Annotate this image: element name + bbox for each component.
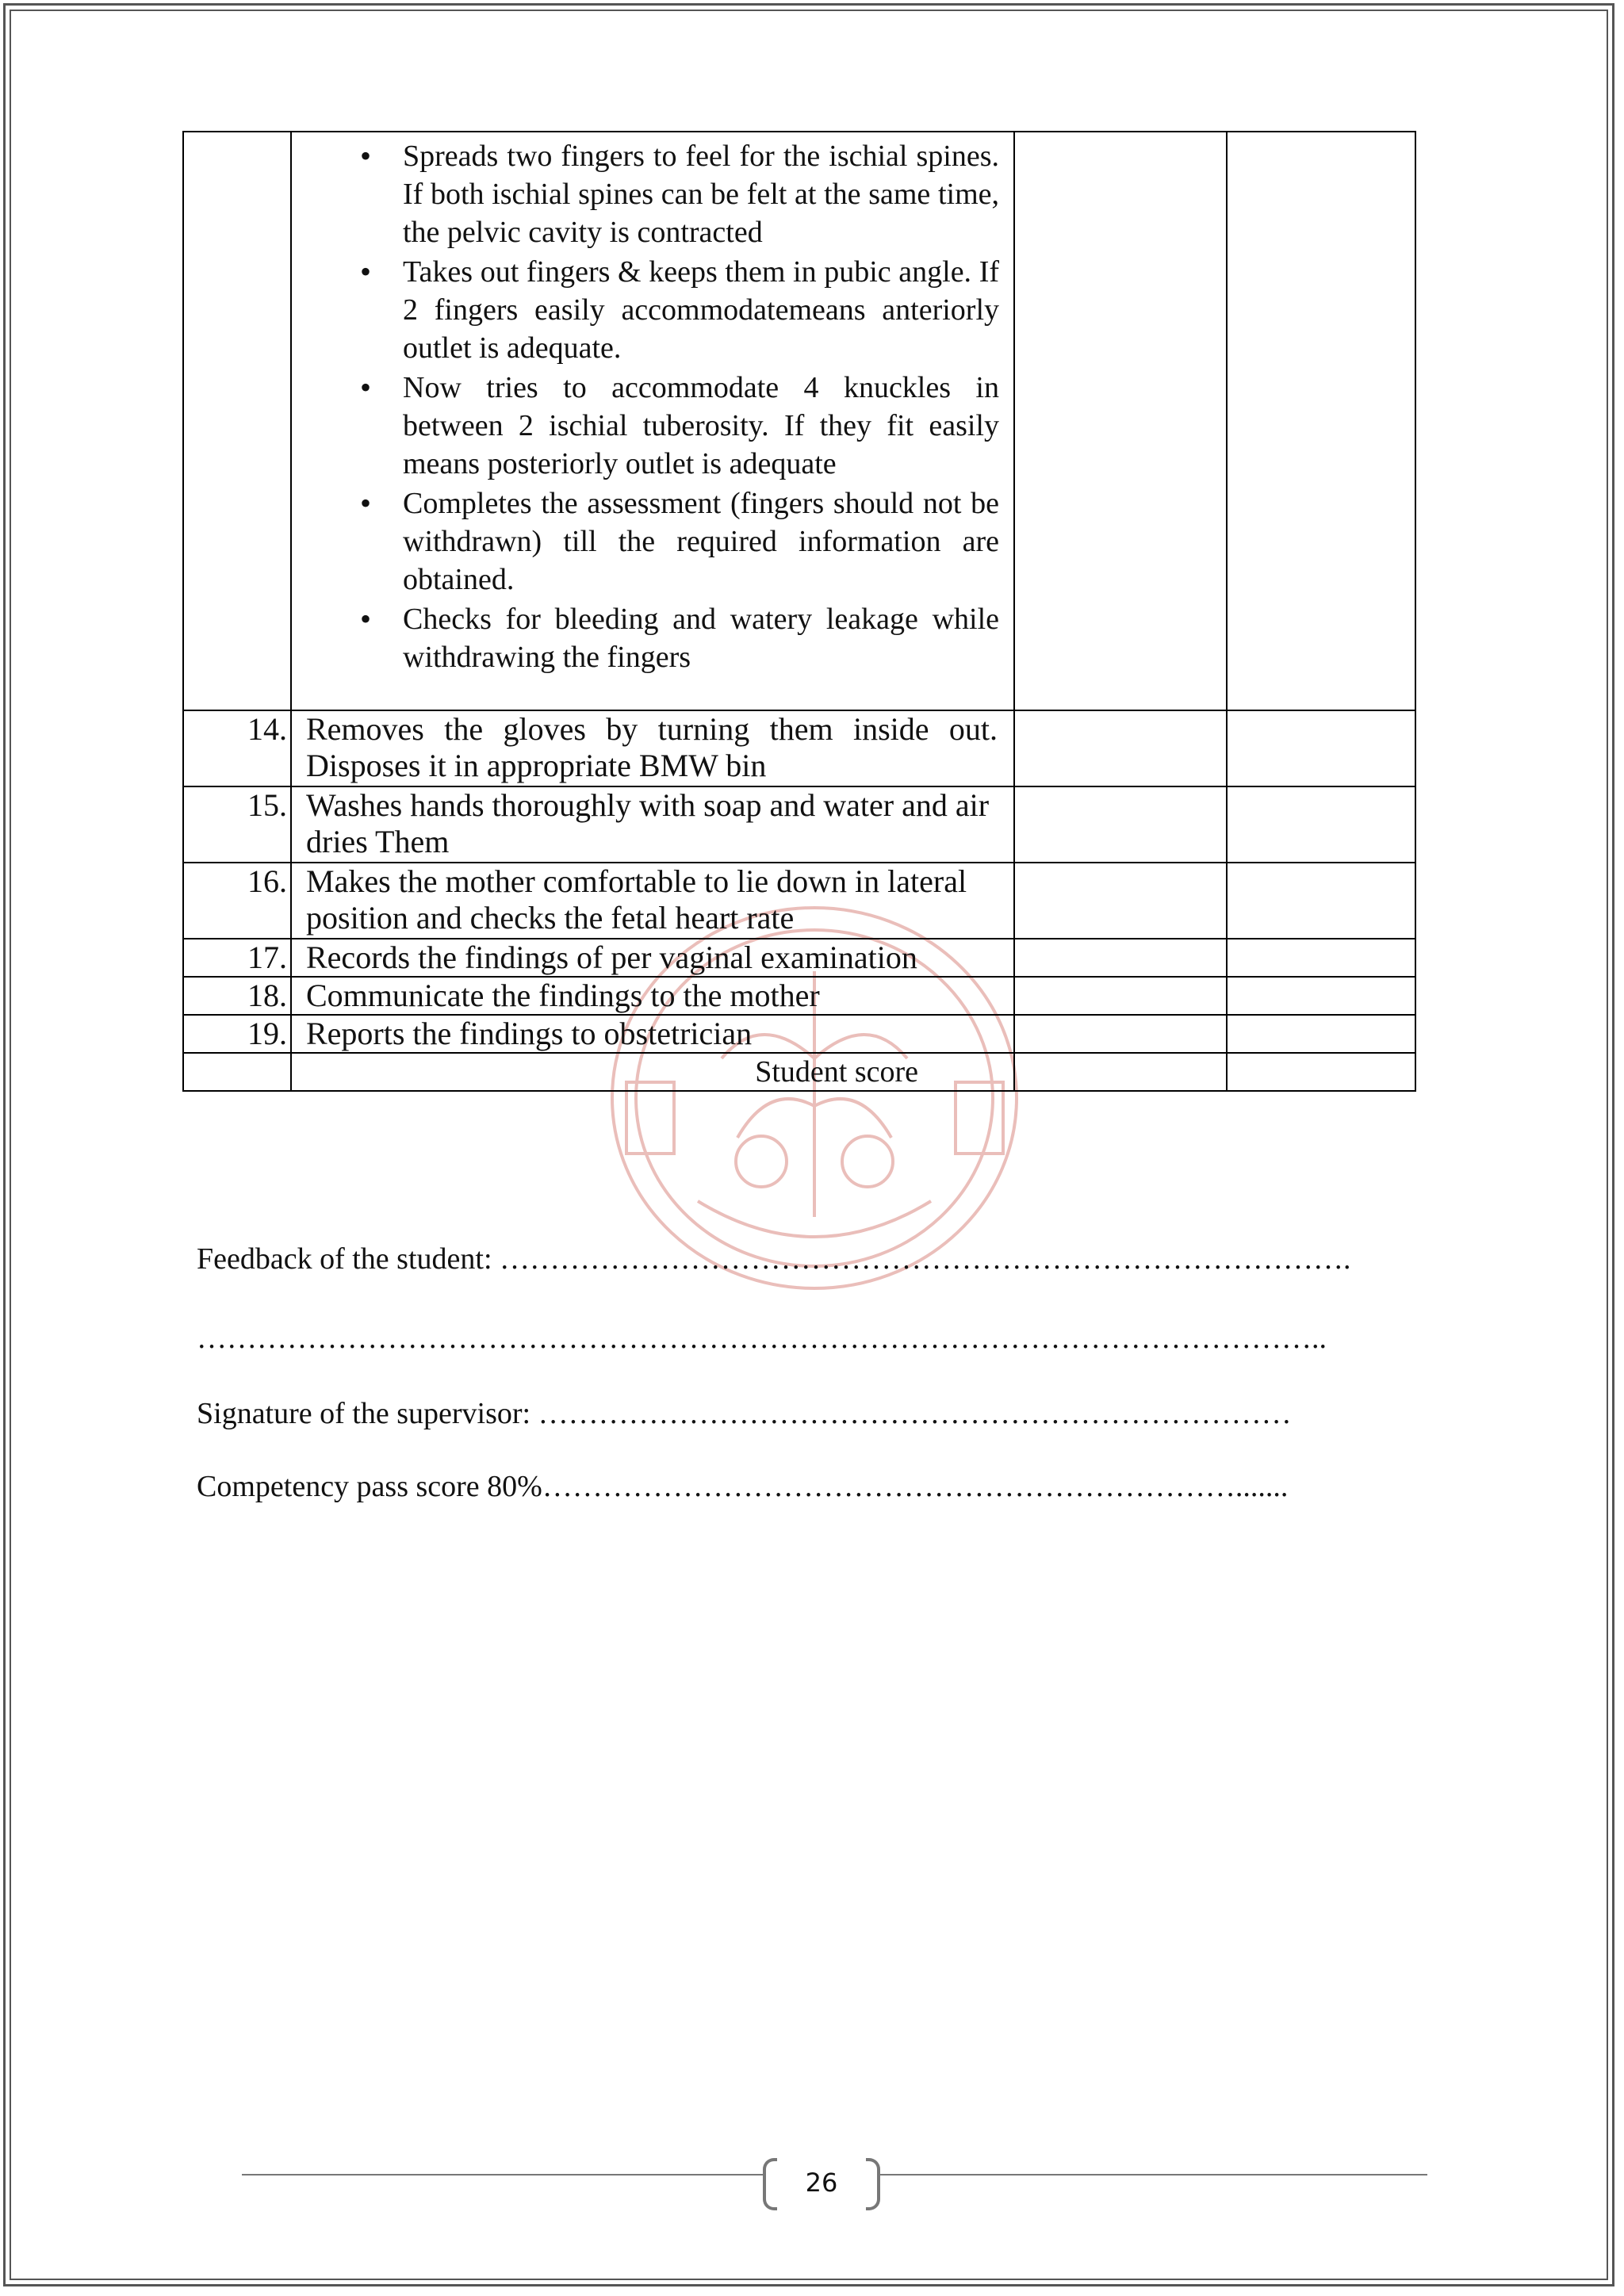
procedure-checklist-table xyxy=(182,131,1416,1092)
table-row xyxy=(183,939,1415,977)
feedback-line[interactable]: Feedback of the student: …………………………………………………………………………. xyxy=(197,1242,1351,1276)
remarks-cell[interactable] xyxy=(1227,1015,1415,1053)
step-number: 16. xyxy=(183,863,291,939)
remarks-cell[interactable] xyxy=(1227,977,1415,1015)
student-score-label: Student score xyxy=(291,1053,1014,1091)
competency-pass-score-line: Competency pass score 80%……………………………………………………………....... xyxy=(197,1470,1289,1503)
footer-rule-left xyxy=(242,2174,764,2175)
score-cell[interactable] xyxy=(1014,786,1227,863)
remarks-cell[interactable] xyxy=(1227,1053,1415,1091)
step-text: Removes the gloves by turning them inside out. Disposes it in appropriate BMW bin xyxy=(291,710,1014,786)
step-number: 18. xyxy=(183,977,291,1015)
step-text: Reports the findings to obstetrician xyxy=(291,1015,1014,1053)
table-row xyxy=(183,1015,1415,1053)
table-row xyxy=(183,710,1415,786)
step-bullet-list xyxy=(292,132,1013,710)
table-row xyxy=(183,977,1415,1015)
page-number: 26 xyxy=(805,2168,838,2198)
step-text: Washes hands thoroughly with soap and water and air dries Them xyxy=(291,786,1014,863)
step-number: 15. xyxy=(183,786,291,863)
remarks-cell[interactable] xyxy=(1227,939,1415,977)
list-item: • Now tries to accommodate 4 knuckles in between 2 ischial tuberosity. If they fit easily means posteriorly outlet is adequate xyxy=(403,369,999,483)
feedback-line-continued[interactable]: ………………………………………………………………………………………………….. xyxy=(197,1322,1327,1355)
remarks-cell[interactable] xyxy=(1227,132,1415,710)
list-item: • Takes out fingers & keeps them in pubic angle. If 2 fingers easily accommodatemeans anteriorly outlet is adequate. xyxy=(403,253,999,367)
table-row xyxy=(183,786,1415,863)
table-row-score xyxy=(183,1053,1415,1091)
step-text: Records the findings of per vaginal examination xyxy=(291,939,1014,977)
score-cell[interactable] xyxy=(1014,977,1227,1015)
table-row xyxy=(183,863,1415,939)
step-number: 14. xyxy=(183,710,291,786)
score-cell[interactable] xyxy=(1014,710,1227,786)
step-number-cell xyxy=(183,1053,291,1091)
remarks-cell[interactable] xyxy=(1227,786,1415,863)
score-cell[interactable] xyxy=(1014,939,1227,977)
supervisor-signature-line[interactable]: Signature of the supervisor: ………………………………………………………………… xyxy=(197,1397,1292,1430)
step-description-cell xyxy=(291,132,1014,710)
remarks-cell[interactable] xyxy=(1227,710,1415,786)
step-number: 19. xyxy=(183,1015,291,1053)
score-cell[interactable] xyxy=(1014,863,1227,939)
student-score-value[interactable] xyxy=(1014,1053,1227,1091)
footer-rule-right xyxy=(877,2174,1427,2175)
list-item: • Checks for bleeding and watery leakage while withdrawing the fingers xyxy=(403,600,999,676)
step-number: 17. xyxy=(183,939,291,977)
step-text: Communicate the findings to the mother xyxy=(291,977,1014,1015)
step-text: Makes the mother comfortable to lie down in lateral position and checks the fetal heart rate xyxy=(291,863,1014,939)
step-number-cell xyxy=(183,132,291,710)
score-cell[interactable] xyxy=(1014,1015,1227,1053)
remarks-cell[interactable] xyxy=(1227,863,1415,939)
page-number-bracket-left xyxy=(763,2158,777,2210)
list-item: • Completes the assessment (fingers should not be withdrawn) till the required information are obtained. xyxy=(403,484,999,599)
score-cell[interactable] xyxy=(1014,132,1227,710)
list-item: • Spreads two fingers to feel for the ischial spines. If both ischial spines can be felt at the same time, the pelvic cavity is contracted xyxy=(403,137,999,251)
page-number-bracket-right xyxy=(866,2158,880,2210)
table-row xyxy=(183,132,1415,710)
